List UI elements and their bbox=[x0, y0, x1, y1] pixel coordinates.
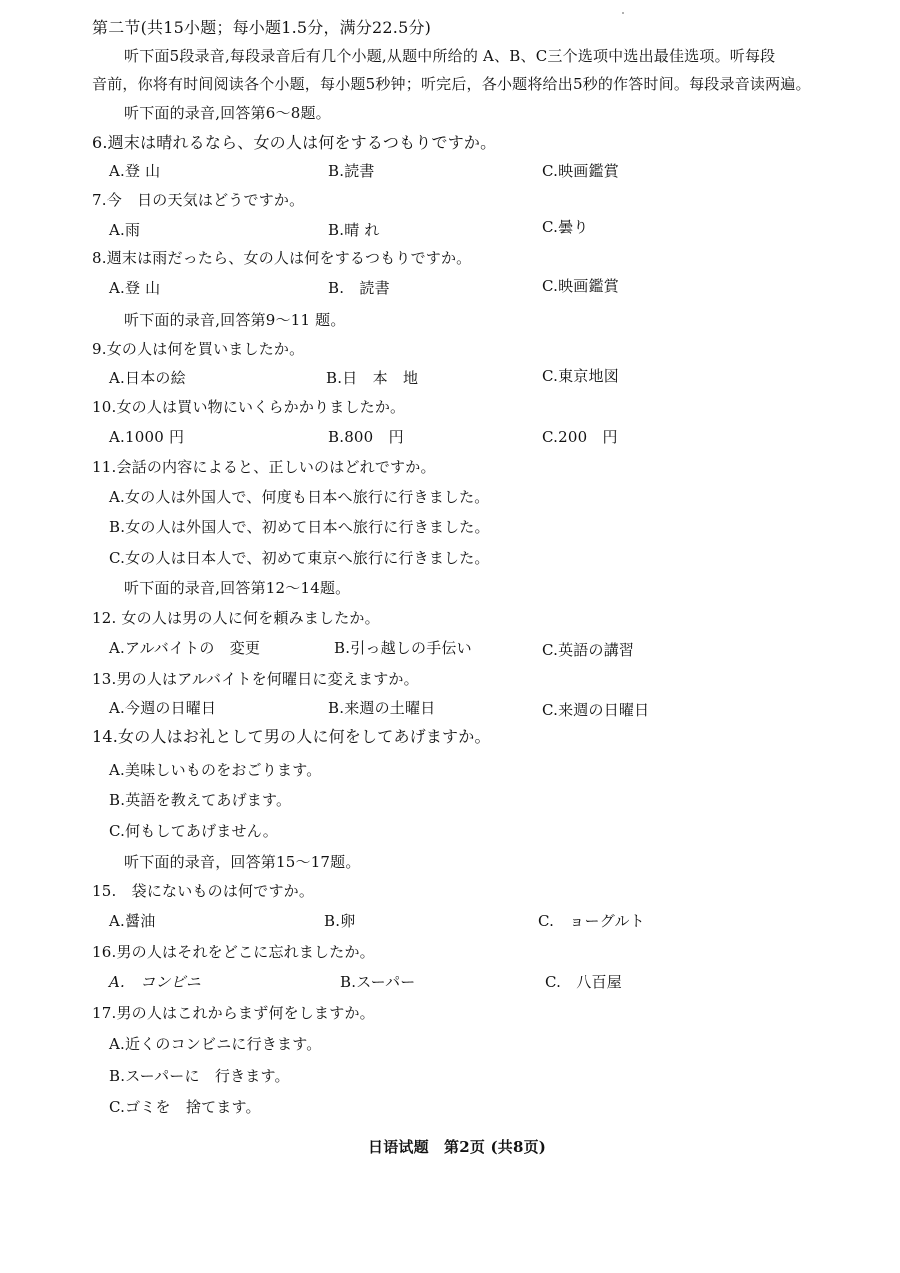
option-b: B.スーパーに 行きます。 bbox=[109, 1067, 290, 1085]
group-prompt: 听下面的录音,回答第9～11 题。 bbox=[124, 311, 346, 329]
option-a: A.美味しいものをおごります。 bbox=[109, 761, 322, 779]
option-c: C.何もしてあげません。 bbox=[109, 822, 279, 840]
section-heading: 第二节(共15小题；每小题1.5分，满分22.5分) bbox=[92, 18, 432, 37]
option-b: B. 読書 bbox=[328, 279, 390, 297]
option-a: A.近くのコンビニに行きます。 bbox=[109, 1035, 322, 1053]
group-prompt: 听下面的录音,回答第6～8题。 bbox=[124, 104, 331, 122]
option-a: A.日本の絵 bbox=[109, 369, 186, 387]
question-stem: 17.男の人はこれからまず何をしますか。 bbox=[92, 1004, 375, 1022]
question-stem: 12. 女の人は男の人に何を頼みましたか。 bbox=[92, 609, 380, 627]
option-a: A.登 山 bbox=[109, 162, 161, 180]
option-c: C.映画鑑賞 bbox=[542, 162, 619, 180]
question-stem: 6.週末は晴れるなら、女の人は何をするつもりですか。 bbox=[92, 133, 497, 152]
question-stem: 9.女の人は何を買いましたか。 bbox=[92, 340, 305, 358]
option-b: B.日 本 地 bbox=[326, 369, 419, 387]
question-stem: 16.男の人はそれをどこに忘れましたか。 bbox=[92, 943, 375, 961]
option-a: A.アルバイトの 変更 bbox=[109, 639, 261, 657]
group-prompt: 听下面的录音，回答第15～17题。 bbox=[124, 853, 361, 871]
option-c: C.映画鑑賞 bbox=[542, 277, 619, 295]
option-b: B.引っ越しの手伝い bbox=[334, 639, 472, 657]
option-b: B.来週の土曜日 bbox=[328, 699, 436, 717]
option-b: B.卵 bbox=[324, 912, 356, 930]
option-b: B.800 円 bbox=[328, 428, 404, 446]
option-b: B.読書 bbox=[328, 162, 375, 180]
instructions-line-2: 音前，你将有时间阅读各个小题，每小题5秒钟；听完后，各小题将给出5秒的作答时间。每段录音读两遍。 bbox=[92, 75, 811, 93]
option-a: A.1000 円 bbox=[109, 428, 185, 446]
option-c: C. ョーグルト bbox=[538, 912, 645, 930]
option-b: B.スーパー bbox=[340, 973, 416, 991]
option-c: C.東京地図 bbox=[542, 367, 619, 385]
option-c: C.200 円 bbox=[542, 428, 618, 446]
option-c: C.曇り bbox=[542, 218, 589, 236]
option-a: A.登 山 bbox=[109, 279, 161, 297]
option-c: C. 八百屋 bbox=[545, 973, 622, 991]
option-c: C.ゴミを 捨てます。 bbox=[109, 1098, 261, 1116]
scan-speck bbox=[622, 12, 624, 14]
option-a: A.今週の日曜日 bbox=[109, 699, 217, 717]
question-stem: 10.女の人は買い物にいくらかかりましたか。 bbox=[92, 398, 406, 416]
group-prompt: 听下面的录音,回答第12～14题。 bbox=[124, 579, 351, 597]
option-a: A.雨 bbox=[109, 221, 141, 239]
option-c: C.英語の講習 bbox=[542, 641, 635, 659]
option-c: C.来週の日曜日 bbox=[542, 701, 650, 719]
option-b: B.晴 れ bbox=[328, 221, 380, 239]
question-stem: 14.女の人はお礼として男の人に何をしてあげますか。 bbox=[92, 727, 491, 746]
page-footer: 日语试题 第2页 (共8页) bbox=[368, 1138, 547, 1156]
question-stem: 13.男の人はアルバイトを何曜日に変えますか。 bbox=[92, 670, 419, 688]
question-stem: 15. 袋にないものは何ですか。 bbox=[92, 882, 315, 900]
option-b: B.女の人は外国人で、初めて日本へ旅行に行きました。 bbox=[109, 518, 490, 536]
question-stem: 8.週末は雨だったら、女の人は何をするつもりですか。 bbox=[92, 249, 472, 267]
option-a: A.醤油 bbox=[109, 912, 156, 930]
option-a: A. コンビニ bbox=[109, 973, 202, 991]
option-c: C.女の人は日本人で、初めて東京へ旅行に行きました。 bbox=[109, 549, 490, 567]
option-b: B.英語を教えてあげます。 bbox=[109, 791, 292, 809]
instructions-line-1: 听下面5段录音,每段录音后有几个小题,从题中所给的 A、B、C三个选项中选出最佳选项。听每段 bbox=[124, 47, 776, 65]
question-stem: 11.会話の内容によると、正しいのはどれですか。 bbox=[92, 458, 436, 476]
question-stem: 7.今 日の天気はどうですか。 bbox=[92, 191, 305, 209]
option-a: A.女の人は外国人で、何度も日本へ旅行に行きました。 bbox=[109, 488, 490, 506]
